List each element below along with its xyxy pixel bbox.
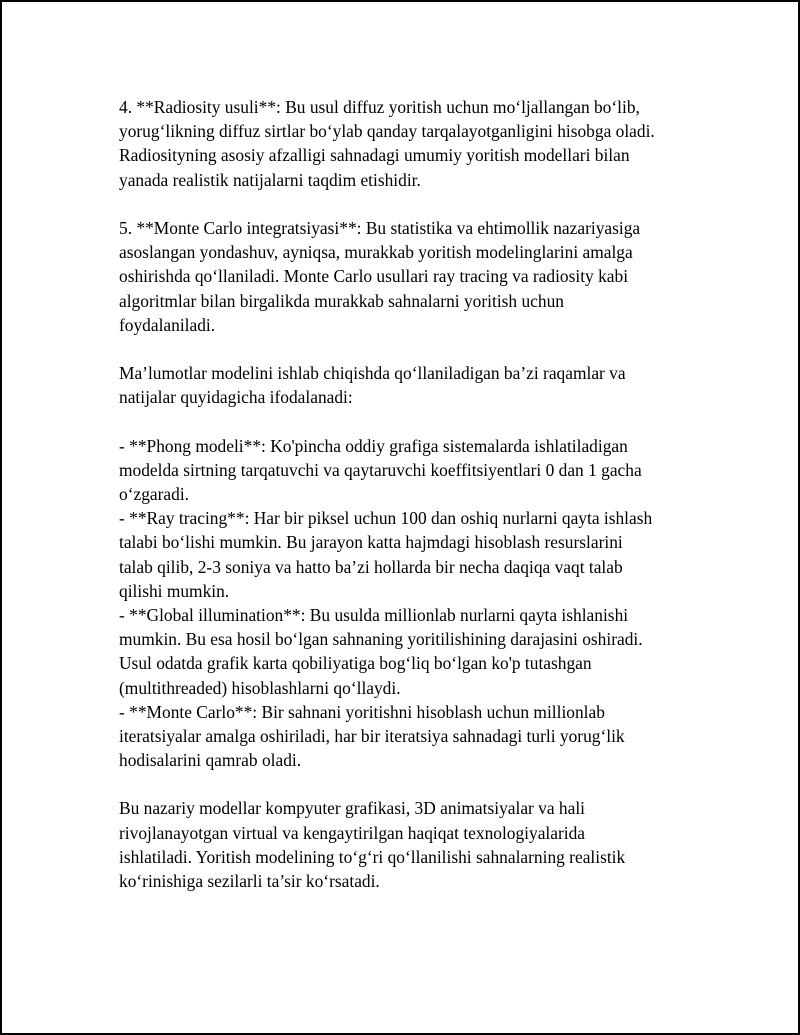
text-line: Radiosityning asosiy afzalligi sahnadagi umumiy yoritish modellari bilan: [119, 145, 630, 166]
text-line: Bu nazariy modellar kompyuter grafikasi, 3D animatsiyalar va hali: [119, 798, 586, 819]
text-line: 4. **Radiosity usuli**: Bu usul diffuz yoritish uchun mo‘ljallangan bo‘lib,: [119, 97, 640, 117]
list-item-line: modelda sirtning tarqatuvchi va qaytaruvchi koeffitsiyentlari 0 dan 1 gacha: [119, 459, 642, 480]
list-item-line: iteratsiyalar amalga oshiriladi, har bir iteratsiya sahnadagi turli yorug‘lik: [119, 725, 625, 746]
paragraph-monte-carlo-integration: [119, 216, 719, 337]
paragraph-data-intro: [119, 361, 719, 409]
list-item-line: - **Monte Carlo**: Bir sahnani yoritishni hisoblash uchun millionlab: [119, 701, 605, 722]
list-item-line: qilishi mumkin.: [119, 580, 230, 601]
paragraph-radiosity-method: [119, 95, 719, 192]
text-line: asoslangan yondashuv, ayniqsa, murakkab yoritish modelinglarini amalga: [119, 242, 633, 263]
text-line: algoritmlar bilan birgalikda murakkab sahnalarni yoritish uchun: [119, 290, 564, 311]
list-item-line: hodisalarini qamrab oladi.: [119, 750, 302, 771]
paragraph-gap: [119, 337, 719, 361]
paragraph-gap: [119, 772, 719, 796]
text-line: ko‘rinishiga sezilarli ta’sir ko‘rsatadi.: [119, 871, 380, 891]
text-line: 5. **Monte Carlo integratsiyasi**: Bu statistika va ehtimollik nazariyasiga: [119, 217, 641, 238]
text-line: foydalaniladi.: [119, 314, 216, 335]
text-line: rivojlanayotgan virtual va kengaytirilgan haqiqat texnologiyalarida: [119, 822, 586, 843]
paragraph-gap: [119, 409, 719, 433]
list-item-line: - **Global illumination**: Bu usulda millionlab nurlarni qayta ishlanishi: [119, 604, 629, 625]
list-item-line: talabi bo‘lishi mumkin. Bu jarayon katta hajmdagi hisoblash resurslarini: [119, 532, 623, 553]
list-item-line: mumkin. Bu esa hosil bo‘lgan sahnaning yoritilishining darajasini oshiradi.: [119, 629, 643, 650]
paragraph-model-list: [119, 434, 719, 773]
list-item-line: o‘zgaradi.: [119, 484, 190, 504]
list-item-line: - **Phong modeli**: Ko'pincha oddiy grafiga sistemalarda ishlatiladigan: [119, 435, 628, 456]
text-line: oshirishda qo‘llaniladi. Monte Carlo usullari ray tracing va radiosity kabi: [119, 266, 629, 287]
document-body: [119, 95, 719, 893]
list-item-line: - **Ray tracing**: Har bir piksel uchun 100 dan oshiq nurlarni qayta ishlash: [119, 508, 653, 529]
list-item-line: Usul odatda grafik karta qobiliyatiga bog‘liq bo‘lgan ko'p tutashgan: [119, 653, 592, 674]
list-item-line: (multithreaded) hisoblashlarni qo‘llaydi.: [119, 677, 401, 698]
text-line: Ma’lumotlar modelini ishlab chiqishda qo‘llaniladigan ba’zi raqamlar va: [119, 363, 626, 384]
paragraph-gap: [119, 192, 719, 216]
text-line: yorug‘likning diffuz sirtlar bo‘ylab qanday tarqalayotganligini hisobga oladi.: [119, 121, 655, 142]
text-line: natijalar quyidagicha ifodalanadi:: [119, 387, 353, 408]
list-item-line: talab qilib, 2-3 soniya va hatto ba’zi hollarda bir necha daqiqa vaqt talab: [119, 556, 623, 577]
paragraph-conclusion: [119, 796, 719, 893]
text-line: yanada realistik natijalarni taqdim etishidir.: [119, 169, 421, 190]
text-line: ishlatiladi. Yoritish modelining to‘g‘ri qo‘llanilishi sahnalarning realistik: [119, 846, 626, 867]
